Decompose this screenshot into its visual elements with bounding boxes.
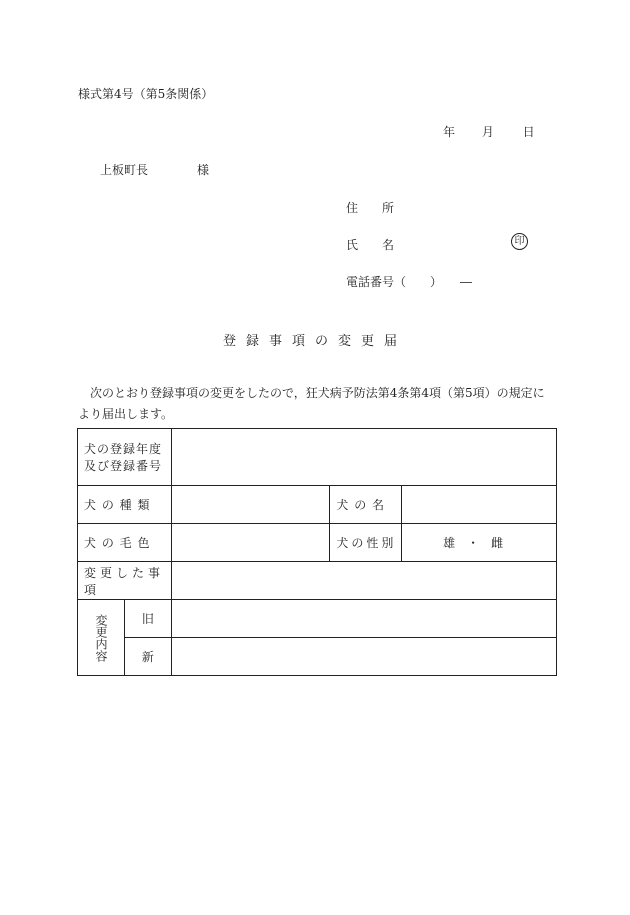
sex-options[interactable]: 雄・雌 bbox=[402, 524, 557, 562]
address-label: 住 所 bbox=[346, 201, 395, 215]
date-day: 日 bbox=[522, 125, 535, 139]
addressee-honorific: 様 bbox=[197, 163, 210, 177]
breed-value[interactable] bbox=[171, 486, 330, 524]
date-month: 月 bbox=[481, 125, 494, 139]
dog-name-label: 犬 の 名 bbox=[330, 486, 402, 524]
new-label: 新 bbox=[124, 638, 171, 676]
registration-table bbox=[77, 428, 557, 676]
reg-year-label-line2: 及び登録番号 bbox=[84, 459, 163, 473]
phone-label: 電話番号（ ） ― bbox=[346, 275, 473, 289]
table-row bbox=[78, 638, 557, 676]
body-text: 次のとおり登録事項の変更をしたので，狂犬病予防法第4条第4項（第5項）の規定により届出します。 bbox=[78, 386, 545, 421]
seal-mark: 印 bbox=[511, 233, 528, 250]
table-row bbox=[78, 486, 557, 524]
reg-year-label-line1: 犬の登録年度 bbox=[84, 442, 163, 456]
coat-value[interactable] bbox=[171, 524, 330, 562]
name-label: 氏 名 bbox=[346, 238, 395, 252]
reg-year-value[interactable] bbox=[171, 429, 556, 486]
reg-year-label bbox=[78, 429, 172, 486]
form-number: 様式第4号（第5条関係） bbox=[78, 87, 214, 101]
table-row bbox=[78, 524, 557, 562]
change-content-label-cell bbox=[78, 600, 125, 676]
breed-label: 犬 の 種 類 bbox=[78, 486, 172, 524]
changed-item-label: 変更した事項 bbox=[78, 562, 172, 600]
new-value[interactable] bbox=[171, 638, 556, 676]
old-value[interactable] bbox=[171, 600, 556, 638]
addressee-name: 上板町長 bbox=[100, 163, 149, 177]
sex-label: 犬の性別 bbox=[330, 524, 402, 562]
change-content-label: 変更内容 bbox=[93, 613, 108, 662]
document-title: 登録事項の変更届 bbox=[222, 334, 407, 349]
table-row bbox=[78, 600, 557, 638]
old-label: 旧 bbox=[124, 600, 171, 638]
table-row bbox=[78, 429, 557, 486]
changed-item-value[interactable] bbox=[171, 562, 556, 600]
dog-name-value[interactable] bbox=[402, 486, 557, 524]
coat-label: 犬 の 毛 色 bbox=[78, 524, 172, 562]
date-line bbox=[443, 123, 535, 140]
table-row bbox=[78, 562, 557, 600]
date-year: 年 bbox=[443, 125, 456, 139]
